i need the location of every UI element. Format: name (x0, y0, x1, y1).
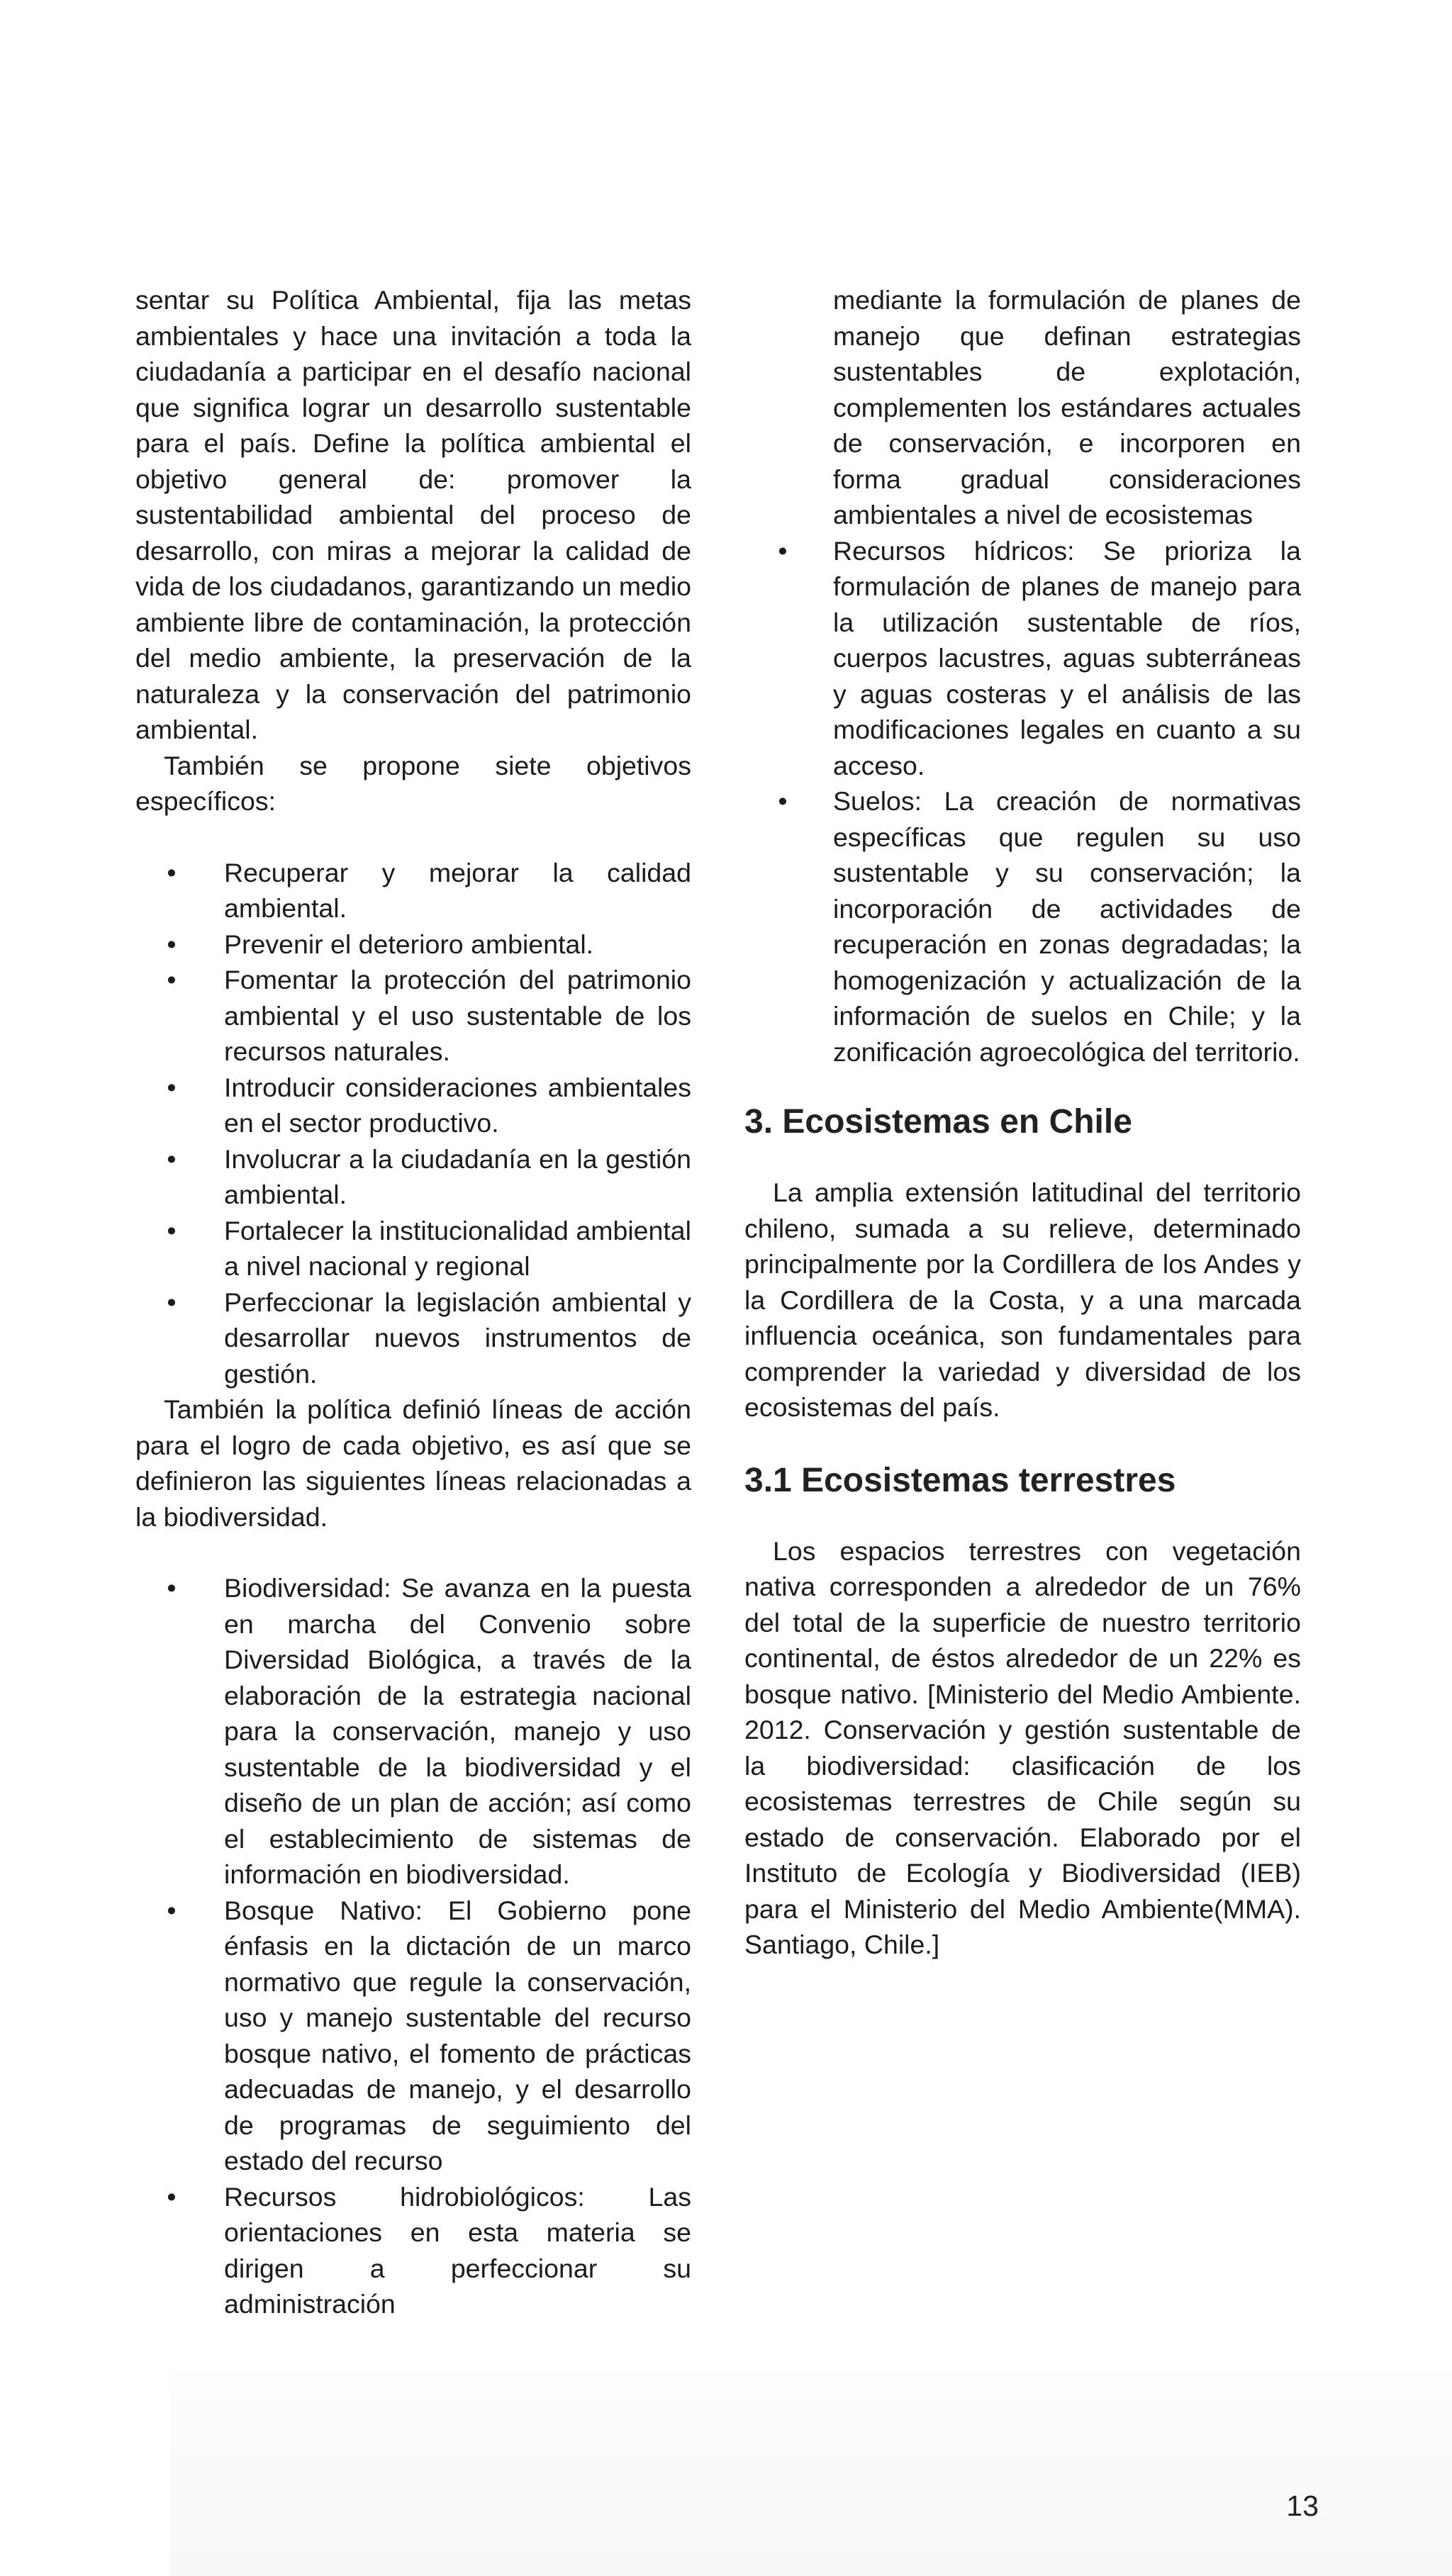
bullet-icon: • (167, 1143, 177, 1174)
bullet-icon: • (167, 1072, 177, 1102)
list-item: • Introducir consideraciones ambientales en el sector productivo. (135, 1070, 691, 1141)
bullet-icon: • (778, 786, 788, 816)
section-heading-ecosistemas-terrestres: 3.1 Ecosistemas terrestres (744, 1461, 1176, 1499)
action-lines-intro: También la política definió líneas de acción para el logro de cada objetivo, es así que se definieron las siguientes líneas relacionadas a la biodiversidad. (135, 1394, 691, 1532)
list-item-continuation: mediante la formulación de planes de manejo que definan estrategias sustentables de explotación, complementen los estándares actuales de conservación, e incorporen en forma gradual consideraciones ambientales a nivel de ecosistemas (833, 285, 1301, 530)
section-heading-ecosistemas-chile: 3. Ecosistemas en Chile (744, 1103, 1132, 1141)
bullet-icon: • (167, 1215, 177, 1245)
bullet-icon: • (167, 1573, 177, 1603)
list-item: • Recursos hídricos: Se prioriza la formulación de planes de manejo para la utilización sustentable de ríos, cuerpos lacustres, aguas subterráneas y aguas costeras y el análisis de las modificaciones legales en cuanto a su acceso. (744, 533, 1301, 784)
action-lines-list-continued (744, 533, 1301, 1070)
action-lines-list (135, 1570, 691, 2322)
bullet-icon: • (167, 857, 177, 887)
list-item: • Suelos: La creación de normativas específicas que regulen su uso sustentable y su conservación; la incorporación de actividades de recuperación en zonas degradadas; la homogenización y actualización de la información de suelos en Chile; y la zonificación agroecológica del territorio. (744, 783, 1301, 1070)
list-item: • Fortalecer la institucionalidad ambiental a nivel nacional y regional (135, 1213, 691, 1284)
bullet-icon: • (167, 965, 177, 995)
section-paragraph: La amplia extensión latitudinal del territorio chileno, sumada a su relieve, determinado principalmente por la Cordillera de los Andes y la Cordillera de la Costa, y a una marcada influencia oceánica, son fundamentales para comprender la variedad y diversidad de los ecosistemas del país. (744, 1177, 1301, 1422)
list-item: • Perfeccionar la legislación ambiental y desarrollar nuevos instrumentos de gestión. (135, 1284, 691, 1392)
list-item: • Recursos hidrobiológicos: Las orientaciones en esta materia se dirigen a perfeccionar su administración (135, 2179, 691, 2322)
objectives-list (135, 855, 691, 1392)
bullet-icon: • (778, 535, 788, 566)
list-item: • Involucrar a la ciudadanía en la gestión ambiental. (135, 1141, 691, 1213)
list-item: • Bosque Nativo: El Gobierno pone énfasis en la dictación de un marco normativo que regule la conservación, uso y manejo sustentable del recurso bosque nativo, el fomento de prácticas adecuadas de manejo, y el desarrollo de programas de seguimiento del estado del recurso (135, 1893, 691, 2179)
page-shadow (170, 2311, 1452, 2576)
section-paragraph: Los espacios terrestres con vegetación nativa corresponden a alrededor de un 76% del total de la superficie de nuestro territorio continental, de éstos alrededor de un 22% es bosque nativo. [Ministerio del Medio Ambiente. 2012. Conservación y gestión sustentable de la biodiversidad: clasificación de los ecosistemas terrestres de Chile según su estado de conservación. Elaborado por el Instituto de Ecología y Biodiversidad (IEB) para el Ministerio del Medio Ambiente(MMA). Santiago, Chile.] (744, 1535, 1301, 1959)
list-item: • Prevenir el deterioro ambiental. (135, 926, 691, 963)
intro-paragraph: sentar su Política Ambiental, fija las metas ambientales y hace una invitación a toda la ciudadanía a participar en el desafío nacional que significa lograr un desarrollo sustentable para el país. Define la política ambiental el objetivo general de: promover la sustentabilidad ambiental del proceso de desarrollo, con miras a mejorar la calidad de vida de los ciudadanos, garantizando un medio ambiente libre de contaminación, la protección del medio ambiente, la preservación de la naturaleza y la conservación del patrimonio ambiental. (135, 285, 691, 744)
bullet-icon: • (167, 1895, 177, 1925)
right-column (744, 282, 1301, 1963)
spacer (135, 819, 691, 855)
list-item: • Recuperar y mejorar la calidad ambiental. (135, 855, 691, 926)
spacer (135, 1535, 691, 1570)
left-column (135, 282, 691, 2322)
bullet-icon: • (167, 929, 177, 959)
page-number: 13 (1286, 2490, 1319, 2522)
bullet-icon: • (167, 2181, 177, 2212)
bullet-icon: • (167, 1287, 177, 1317)
list-item: • Fomentar la protección del patrimonio ambiental y el uso sustentable de los recursos naturales. (135, 962, 691, 1070)
list-item: • Biodiversidad: Se avanza en la puesta en marcha del Convenio sobre Diversidad Biológica, a través de la elaboración de la estrategia nacional para la conservación, manejo y uso sustentable de la biodiversidad y el diseño de un plan de acción; así como el establecimiento de sistemas de información en biodiversidad. (135, 1570, 691, 1893)
objectives-intro: También se propone siete objetivos específicos: (135, 750, 691, 816)
